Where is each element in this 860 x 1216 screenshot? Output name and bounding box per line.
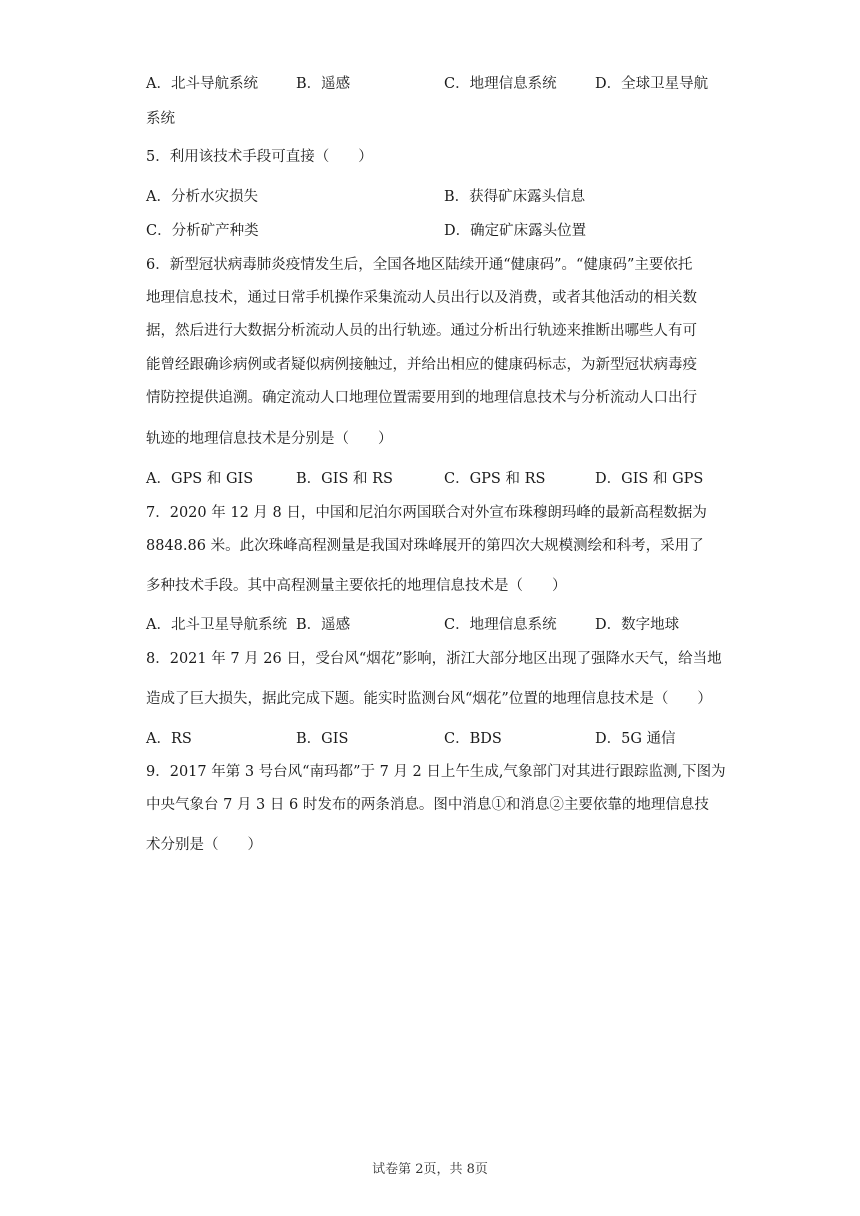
q6-option-a: A．GPS 和 GIS <box>146 471 254 487</box>
q7-option-a: A．北斗卫星导航系统 <box>146 617 287 633</box>
q8-option-c: C．BDS <box>444 731 502 747</box>
q7-stem-line: 8848.86 米。此次珠峰高程测量是我国对珠峰展开的第四次大规模测绘和科考，采用了 <box>146 538 704 554</box>
q6-stem-line: 6．新型冠状病毒肺炎疫情发生后，全国各地区陆续开通“健康码”。“健康码”主要依托 <box>146 257 693 273</box>
q6-stem-line: 能曾经跟确诊病例或者疑似病例接触过，并给出相应的健康码标志，为新型冠状病毒疫 <box>146 357 697 373</box>
q9-stem-line: 术分别是（ ） <box>146 837 262 853</box>
q7-stem-line: 7．2020 年 12 月 8 日，中国和尼泊尔两国联合对外宣布珠穆朗玛峰的最新高程数据为 <box>146 505 707 521</box>
q6-option-b: B．GIS 和 RS <box>296 471 393 487</box>
page-footer: 试卷第 2页，共 8页 <box>372 1162 488 1177</box>
q8-option-d: D．5G 通信 <box>595 731 676 747</box>
q5-stem: 5．利用该技术手段可直接（ ） <box>146 149 373 165</box>
q7-option-c: C．地理信息系统 <box>444 617 557 633</box>
q7-stem-line: 多种技术手段。其中高程测量主要依托的地理信息技术是（ ） <box>146 578 567 594</box>
q8-stem-line: 造成了巨大损失，据此完成下题。能实时监测台风“烟花”位置的地理信息技术是（ ） <box>146 691 712 707</box>
q4-option-d: D．全球卫星导航 <box>595 76 709 92</box>
q7-option-b: B．遥感 <box>296 617 351 633</box>
q8-option-a: A．RS <box>146 731 192 747</box>
q8-stem-line: 8．2021 年 7 月 26 日，受台风“烟花”影响，浙江大部分地区出现了强降水天气，给当地 <box>146 651 722 667</box>
q6-option-c: C．GPS 和 RS <box>444 471 546 487</box>
q6-stem-line: 情防控提供追溯。确定流动人口地理位置需要用到的地理信息技术与分析流动人口出行 <box>146 390 697 406</box>
q6-option-d: D．GIS 和 GPS <box>595 471 704 487</box>
q6-stem-line: 地理信息技术，通过日常手机操作采集流动人员出行以及消费，或者其他活动的相关数 <box>146 290 697 306</box>
q8-option-b: B．GIS <box>296 731 349 747</box>
q6-stem-line: 据，然后进行大数据分析流动人员的出行轨迹。通过分析出行轨迹来推断出哪些人有可 <box>146 323 697 339</box>
q4-option-a: A．北斗导航系统 <box>146 76 258 92</box>
q5-option-a: A．分析水灾损失 <box>146 189 258 205</box>
q4-option-d-continued: 系统 <box>146 111 175 127</box>
q9-stem-line: 中央气象台 7 月 3 日 6 时发布的两条消息。图中消息①和消息②主要依靠的地理信息技 <box>146 797 709 813</box>
q6-stem-line: 轨迹的地理信息技术是分别是（ ） <box>146 431 393 447</box>
q5-option-d: D．确定矿床露头位置 <box>444 223 587 239</box>
q9-stem-line: 9．2017 年第 3 号台风“南玛都”于 7 月 2 日上午生成,气象部门对其进行跟踪监测,下图为 <box>146 764 726 780</box>
q5-option-b: B．获得矿床露头信息 <box>444 189 586 205</box>
q4-option-b: B．遥感 <box>296 76 351 92</box>
q4-option-c: C．地理信息系统 <box>444 76 557 92</box>
q7-option-d: D．数字地球 <box>595 617 680 633</box>
q5-option-c: C．分析矿产种类 <box>146 223 259 239</box>
